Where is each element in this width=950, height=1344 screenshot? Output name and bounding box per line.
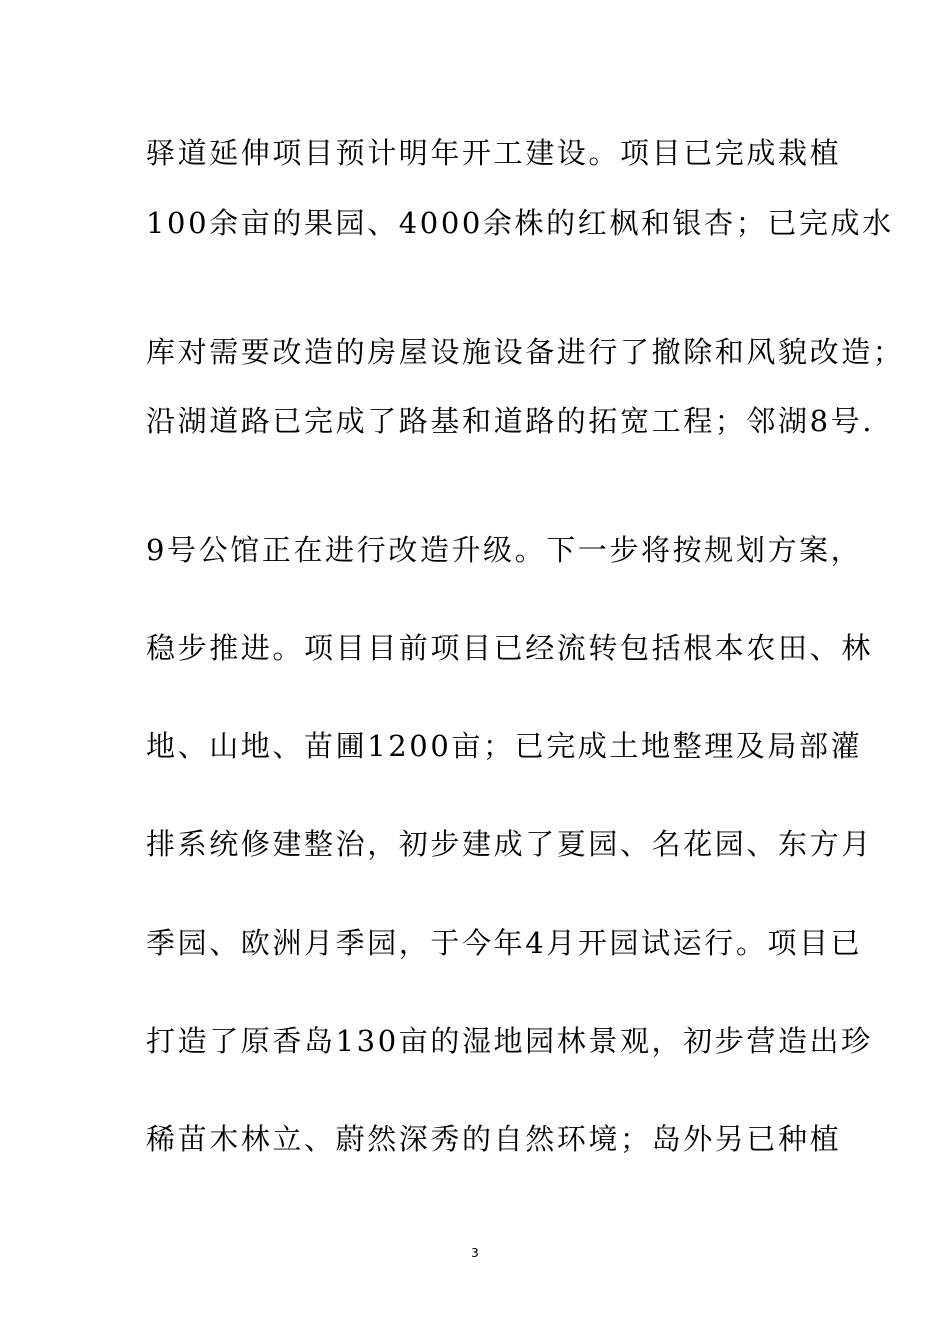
text-line: 9号公馆正在进行改造升级。下一步将按规划方案， bbox=[146, 533, 863, 567]
text-line: 100余亩的果园、4000余株的红枫和银杏；已完成水 bbox=[146, 206, 894, 240]
page-number: 3 bbox=[471, 1246, 479, 1260]
text-line: 季园、欧洲月季园，于今年4月开园试运行。项目已 bbox=[146, 926, 863, 960]
text-line: 驿道延伸项目预计明年开工建设。项目已完成栽植 bbox=[146, 136, 842, 170]
text-line: 打造了原香岛130亩的湿地园林景观，初步营造出珍 bbox=[146, 1024, 873, 1058]
text-line: 地、山地、苗圃1200亩；已完成土地整理及局部灌 bbox=[146, 729, 863, 763]
text-line: 稀苗木林立、蔚然深秀的自然环境；岛外另已种植 bbox=[146, 1122, 842, 1156]
text-line: 库对需要改造的房屋设施设备进行了撤除和风貌改造； bbox=[146, 335, 905, 369]
text-line: 稳步推进。项目目前项目已经流转包括根本农田、林 bbox=[146, 631, 873, 665]
text-line: 排系统修建整治，初步建成了夏园、名花园、东方月 bbox=[146, 827, 873, 861]
text-line: 沿湖道路已完成了路基和道路的拓宽工程；邻湖8号. bbox=[146, 404, 875, 438]
